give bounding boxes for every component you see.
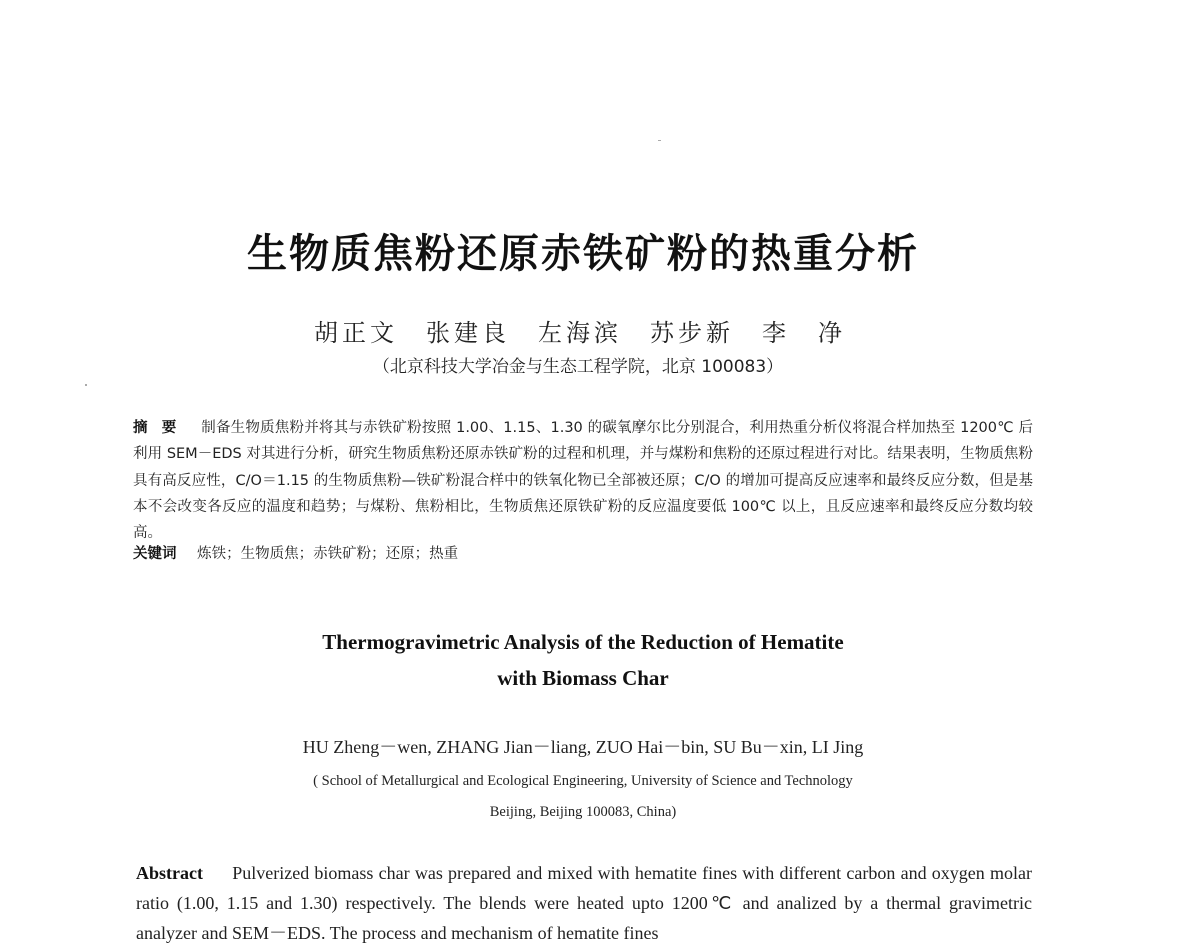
chinese-abstract <box>133 415 1033 546</box>
english-abstract-label: Abstract <box>136 863 203 883</box>
english-abstract <box>136 858 1032 948</box>
english-abstract-text: Pulverized biomass char was prepared and mixed with hematite fines with different carbon and oxygen molar ratio (1.00, 1.15 and 1.30) respectively. The blends were heated upto 1200℃ and analized by a thermal gravimetric analyzer and SEM－EDS. The process and mechanism of hematite fines <box>136 863 1033 943</box>
english-affiliation-line2: Beijing, Beijing 100083, China) <box>489 804 677 820</box>
chinese-affiliation: （北京科技大学冶金与生态工程学院，北京 100083） <box>372 357 784 377</box>
chinese-keywords-label: 关键词 <box>133 546 177 562</box>
chinese-abstract-label: 摘要 <box>133 420 191 436</box>
chinese-keywords-text: 炼铁；生物质焦；赤铁矿粉；还原；热重 <box>197 546 459 562</box>
chinese-authors: 胡正文 张建良 左海滨 苏步新 李 净 <box>314 319 846 347</box>
scan-speck <box>85 384 87 386</box>
chinese-abstract-text: 制备生物质焦粉并将其与赤铁矿粉按照 1.00、1.15、1.30 的碳氧摩尔比分别混合，利用热重分析仪将混合样加热至 1200℃ 后利用 SEM－EDS 对其进行分析，研究生物质焦粉还原赤铁矿粉的过程和机理，并与煤粉和焦粉的还原过程进行对比。结果表明，生物质焦粉具有高反应性，C/O＝1.15 的生物质焦粉—铁矿粉混合样中的铁氧化物已全部被还原；C/O 的增加可提高反应速率和最终反应分数，但是基本不会改变各反应的温度和趋势；与煤粉、焦粉相比，生物质焦还原铁矿粉的反应温度要低 100℃ 以上，且反应速率和最终反应分数均较高。 <box>133 420 1034 542</box>
scan-speck <box>658 140 661 141</box>
english-title <box>0 624 1166 696</box>
english-authors: HU Zheng－wen, ZHANG Jian－liang, ZUO Hai－bin, SU Bu－xin, LI Jing <box>302 737 864 757</box>
chinese-title: 生物质焦粉还原赤铁矿粉的热重分析 <box>247 231 919 277</box>
english-title-line2: with Biomass Char <box>497 666 669 690</box>
chinese-keywords <box>133 541 1033 567</box>
english-affiliation-line1: ( School of Metallurgical and Ecological Engineering, University of Science and Technology <box>313 773 853 789</box>
english-title-line1: Thermogravimetric Analysis of the Reduction of Hematite <box>322 630 844 654</box>
english-affiliation <box>0 766 1166 828</box>
